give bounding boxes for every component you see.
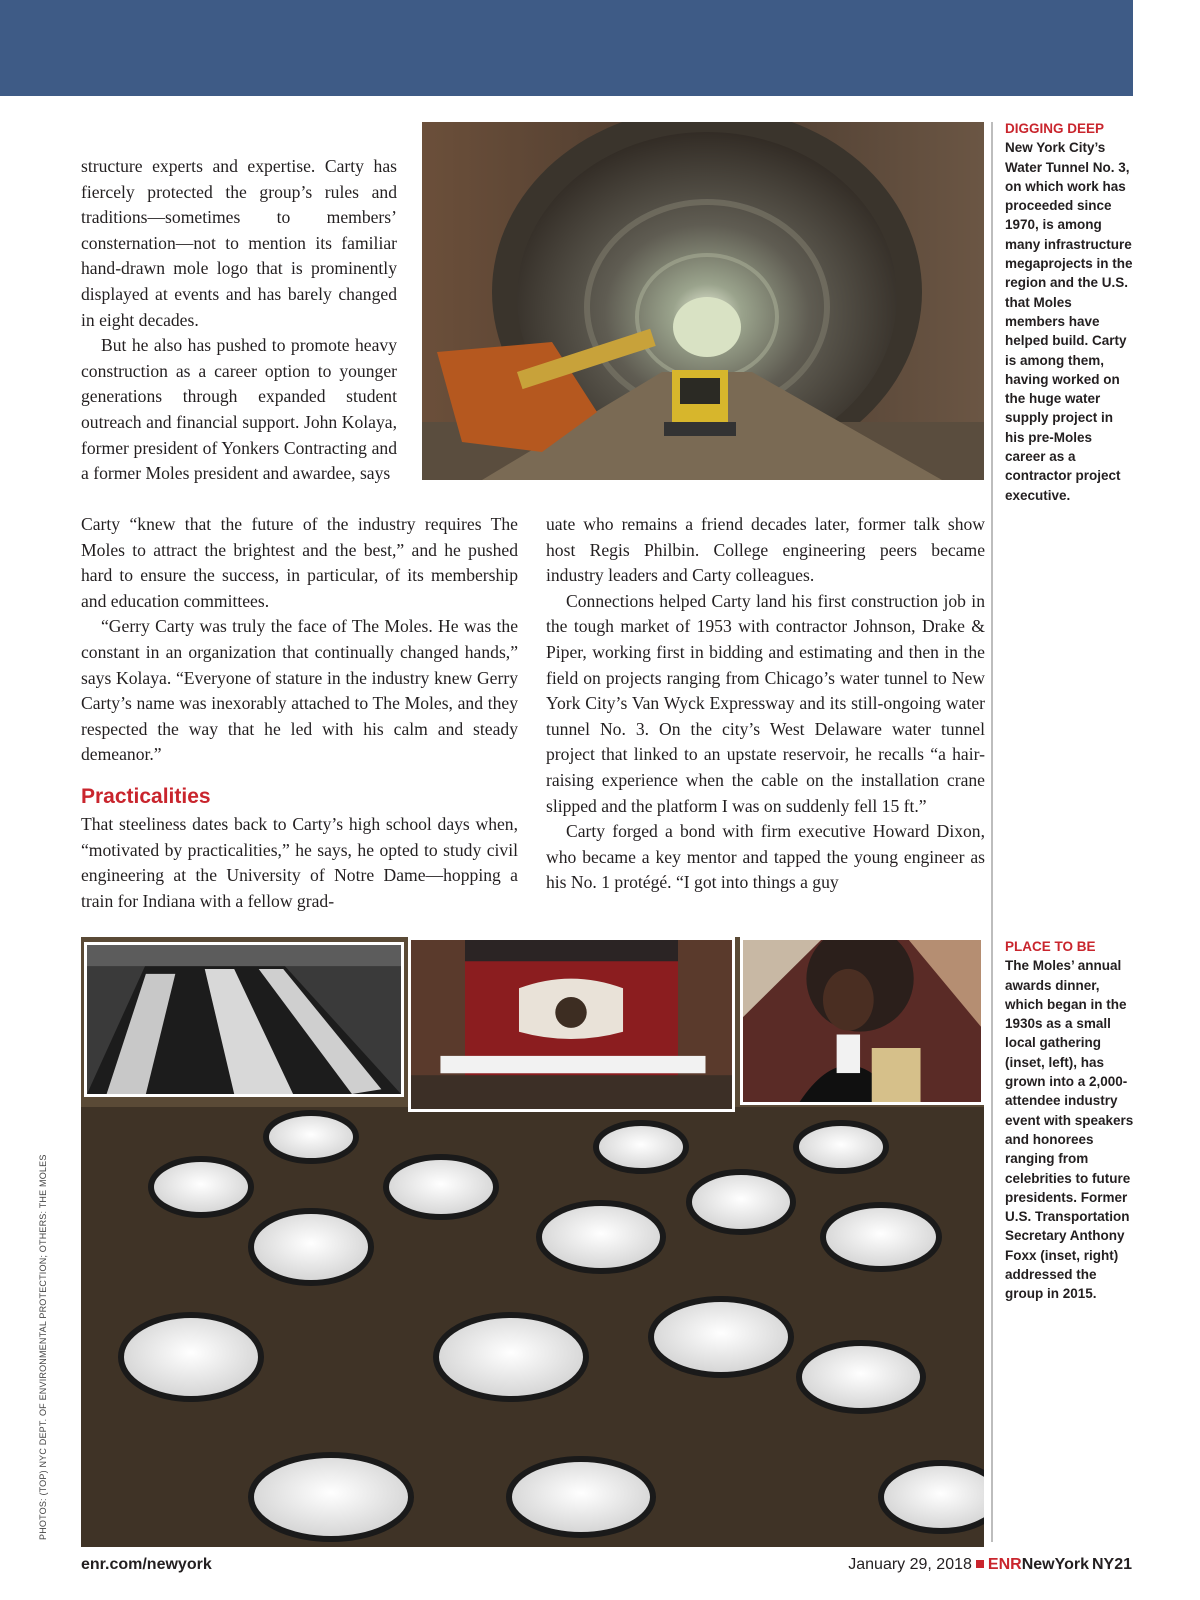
- article-paragraph: But he also has pushed to promote heavy construction as a career option to younger generations through expanded student outreach and financial support. John Kolaya, former president of Yonkers Contracting and a former Moles president and awardee, says: [81, 335, 397, 484]
- section-subhead: Practicalities: [81, 784, 211, 808]
- footer-brand-enr: ENR: [987, 1556, 1022, 1573]
- caption-place-to-be: [1005, 937, 1135, 1304]
- page-number: NY21: [1091, 1556, 1132, 1573]
- speaker-inset: [740, 937, 984, 1105]
- ballroom-stage-inset: [408, 937, 735, 1112]
- header-band: [0, 0, 1133, 96]
- caption-divider: [991, 122, 993, 1542]
- footer-url[interactable]: enr.com/newyork: [81, 1556, 212, 1573]
- footer-date: January 29, 2018: [848, 1556, 972, 1573]
- tunnel-photo: [422, 122, 984, 480]
- caption-digging-deep: [1005, 119, 1135, 505]
- article-column-right: [546, 512, 985, 896]
- article-paragraph: Carty “knew that the future of the industry requires The Moles to attract the brightest and the best,” and he pushed hard to ensure the success, in particular, of its membership and education committees.: [81, 514, 518, 611]
- historic-banquet-inset: [84, 942, 404, 1097]
- photo-credit: PHOTOS: (TOP) NYC DEPT. OF ENVIRONMENTAL PROTECTION; OTHERS: THE MOLES: [38, 1154, 48, 1540]
- article-paragraph: structure experts and expertise. Carty has fiercely protected the group’s rules and traditions—sometimes to members’ consternation—not to mention its familiar hand-drawn mole logo that is prominently displayed at events and has barely changed in eight decades.: [81, 156, 397, 330]
- article-column-left-upper: [81, 154, 397, 487]
- red-square-icon: [976, 1560, 984, 1568]
- caption-kicker: DIGGING DEEP: [1005, 121, 1105, 136]
- article-column-left-lower: [81, 512, 518, 914]
- article-paragraph: uate who remains a friend decades later, former talk show host Regis Philbin. College engineering peers became industry leaders and Carty colleagues.: [546, 514, 985, 586]
- article-paragraph: Connections helped Carty land his first construction job in the tough market of 1953 with contractor Johnson, Drake & Piper, working first in bidding and estimating and then in the field on projects ranging from Chicago’s water tunnel to New York City’s Van Wyck Expressway and its still-ongoing water tunnel No. 3. On the city’s West Delaware water tunnel project that linked to an upstate reservoir, he recalls “a hair-raising experience when the cable on the installation crane slipped and the platform I was on suddenly fell 15 ft.”: [546, 590, 985, 816]
- footer-folio: [848, 1556, 1132, 1574]
- article-paragraph: That steeliness dates back to Carty’s high school days when, “motivated by practicalities,” he says, he opted to study civil engineering at the University of Notre Dame—hopping a train for Indiana with a fellow grad-: [81, 813, 518, 911]
- caption-text: New York City’s Water Tunnel No. 3, on which work has proceeded since 1970, is among many infrastructure megaprojects in the region and the U.S. that Moles members have helped build. Carty is among them, having worked on the huge water supply project in his pre-Moles career as a contractor project executive.: [1005, 140, 1133, 503]
- article-paragraph: “Gerry Carty was truly the face of The Moles. He was the constant in an organization that continually changed hands,” says Kolaya. “Everyone of stature in the industry knew Gerry Carty’s name was inexorably attached to The Moles, and they respected the way that he led with his calm and steady demeanor.”: [81, 616, 518, 765]
- caption-kicker: PLACE TO BE: [1005, 939, 1096, 954]
- caption-text: The Moles’ annual awards dinner, which began in the 1930s as a small local gathering (inset, left), has grown into a 2,000-attendee industry event with speakers and honorees ranging from celebrities to future presidents. Former U.S. Transportation Secretary Anthony Foxx (inset, right) addressed the group in 2015.: [1005, 958, 1134, 1302]
- article-paragraph: Carty forged a bond with firm executive Howard Dixon, who became a key mentor and tapped the young engineer as his No. 1 protégé. “I got into things a guy: [546, 821, 985, 893]
- footer-brand-newyork: NewYork: [1021, 1556, 1089, 1573]
